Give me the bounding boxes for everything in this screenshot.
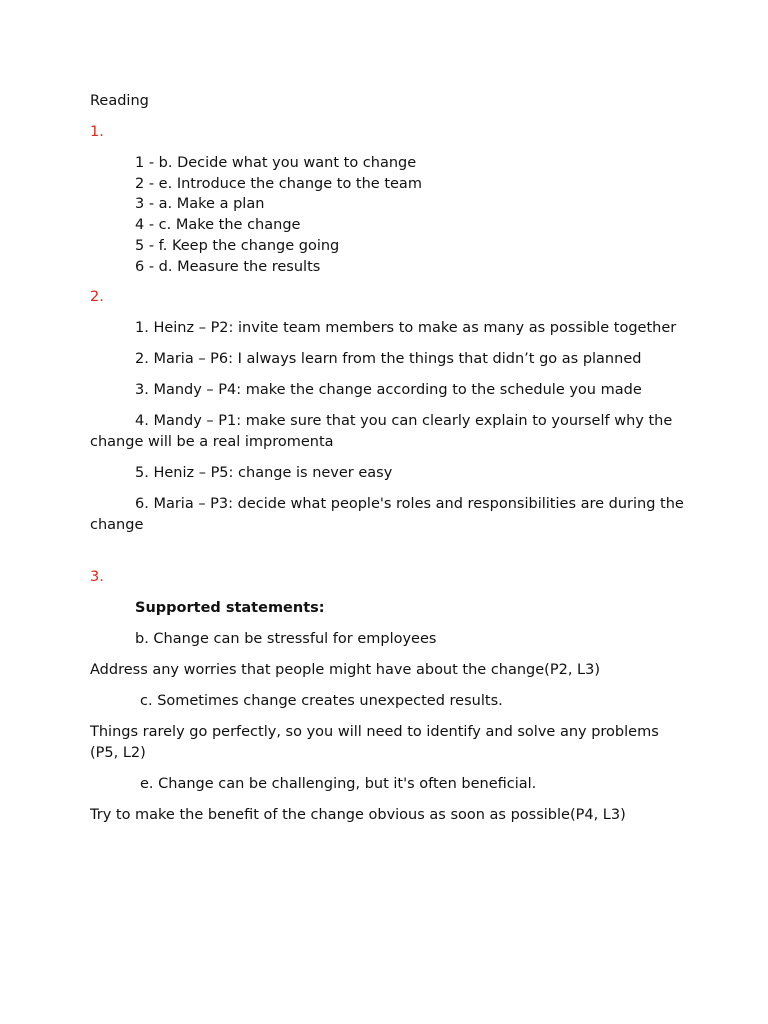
section-3-number: 3. bbox=[90, 569, 104, 586]
statement-b: b. Change can be stressful for employees bbox=[135, 631, 437, 648]
section-2-number: 2. bbox=[90, 289, 104, 306]
section-2-item: 5. Heniz – P5: change is never easy bbox=[135, 465, 393, 482]
section-2-item: 1. Heinz – P2: invite team members to make as many as possible together bbox=[135, 320, 677, 337]
statement-e: e. Change can be challenging, but it's often beneficial. bbox=[140, 776, 537, 793]
section-1-number: 1. bbox=[90, 124, 104, 140]
supported-statements-heading: Supported statements: bbox=[135, 600, 325, 617]
section-2-item: 3. Mandy – P4: make the change according to the schedule you made bbox=[135, 382, 642, 399]
section-2-item: 4. Mandy – P1: make sure that you can clearly explain to yourself why the change will be a real impromenta bbox=[90, 413, 673, 451]
evidence-e: Try to make the benefit of the change obvious as soon as possible(P4, L3) bbox=[90, 807, 626, 824]
statement-c: c. Sometimes change creates unexpected results. bbox=[140, 693, 503, 710]
section-1-item: 1 - b. Decide what you want to change bbox=[135, 155, 417, 171]
section-1-item: 2 - e. Introduce the change to the team bbox=[135, 175, 422, 192]
section-2-item: 2. Maria – P6: I always learn from the things that didn’t go as planned bbox=[135, 351, 642, 368]
blank-line bbox=[90, 546, 690, 567]
section-1-item: 3 - a. Make a plan bbox=[135, 196, 265, 213]
section-2-item: 6. Maria – P3: decide what people's roles and responsibilities are during the change bbox=[90, 496, 684, 534]
document-heading: Reading bbox=[90, 93, 149, 109]
section-1-answer-list bbox=[90, 153, 690, 277]
evidence-c: Things rarely go perfectly, so you will need to identify and solve any problems (P5, L2) bbox=[90, 724, 659, 762]
section-1-item: 5 - f. Keep the change going bbox=[135, 237, 340, 254]
document-page bbox=[90, 91, 690, 836]
evidence-b: Address any worries that people might have about the change(P2, L3) bbox=[90, 662, 600, 679]
section-1-item: 4 - c. Make the change bbox=[135, 217, 301, 234]
section-1-item: 6 - d. Measure the results bbox=[135, 258, 321, 275]
